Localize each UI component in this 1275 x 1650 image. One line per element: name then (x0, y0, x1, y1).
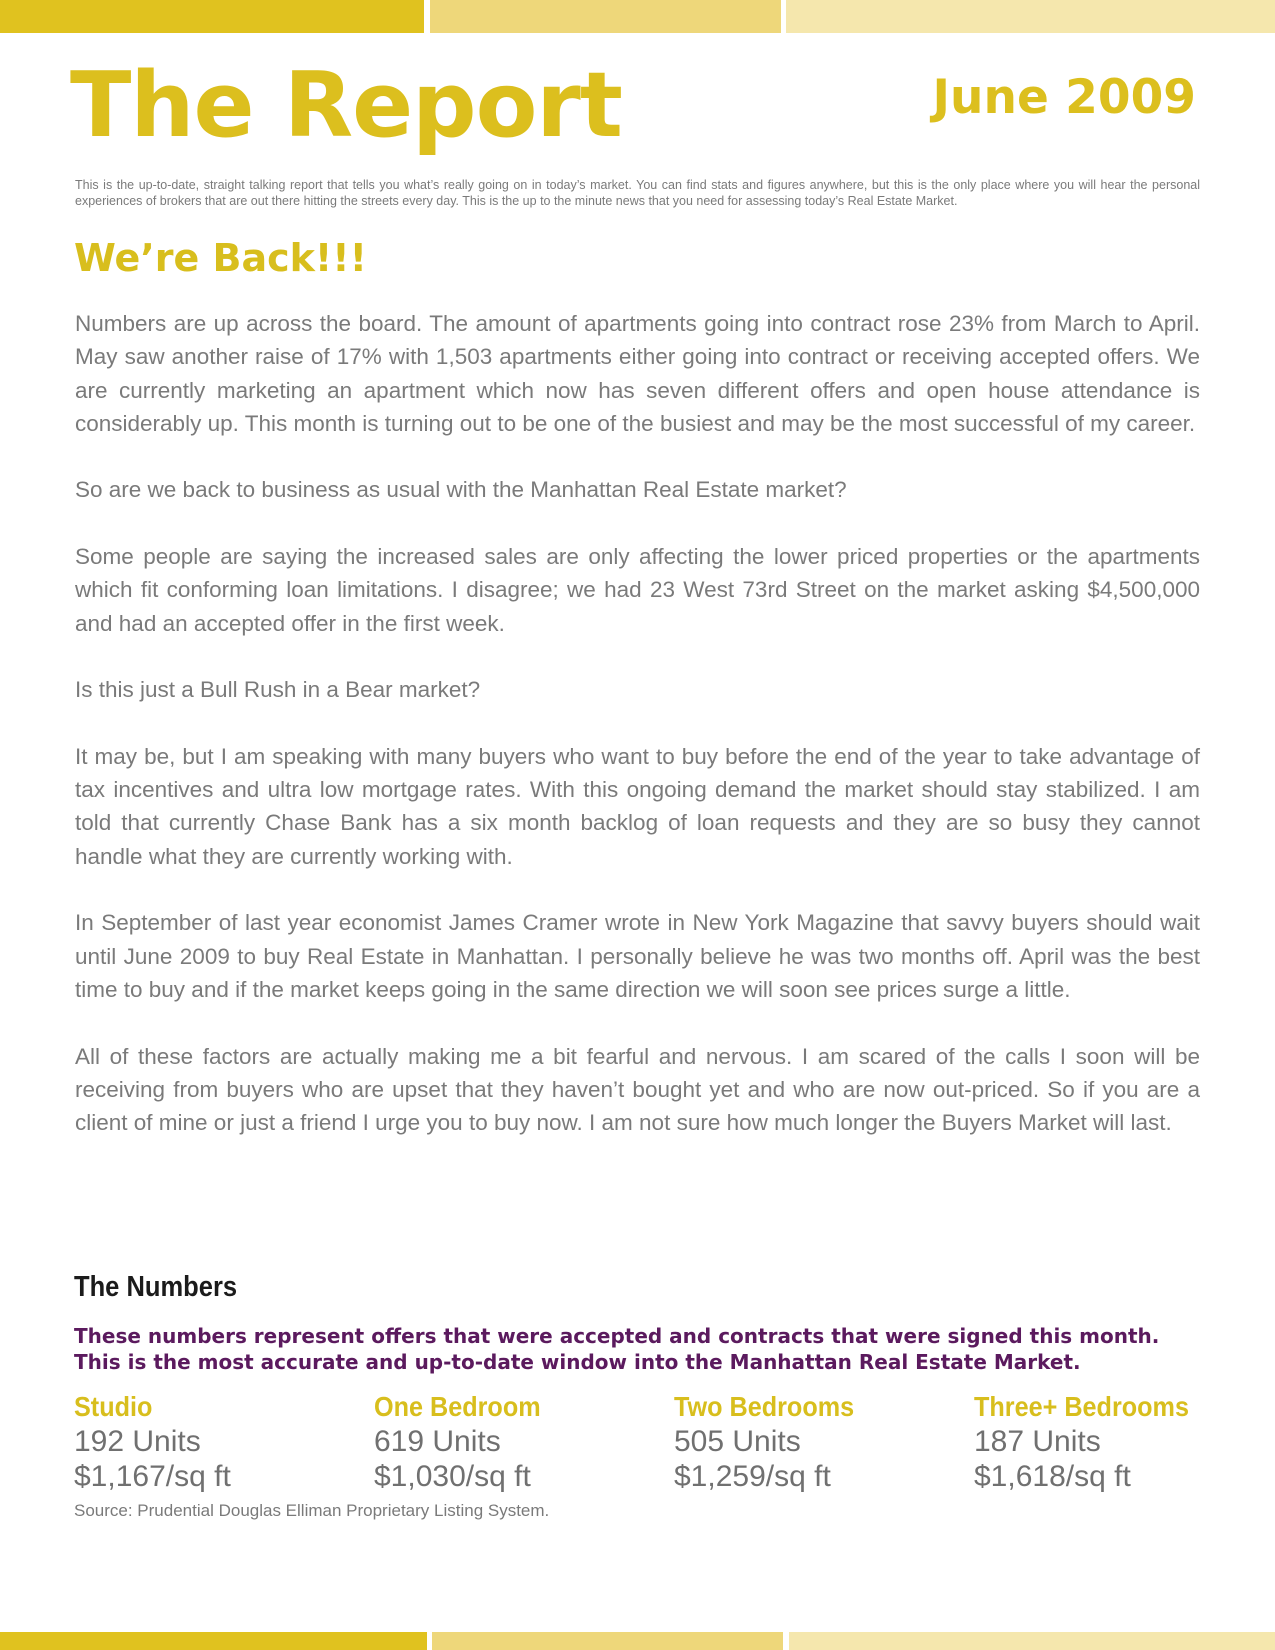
stat-studio (74, 1390, 374, 1494)
article-paragraph: All of these factors are actually making me a bit fearful and nervous. I am scared of the calls I soon will be receiving from buyers who are upset that they haven’t bought yet and who are now out-priced. So if you are a client of mine or just a friend I urge you to buy now. I am not sure how much longer the Buyers Market will last. (75, 1043, 1200, 1136)
stat-price: $1,167/sq ft (74, 1460, 231, 1493)
stat-price: $1,259/sq ft (674, 1460, 831, 1493)
article-paragraph: Is this just a Bull Rush in a Bear market? (75, 677, 481, 703)
report-date: June 2009 (932, 70, 1196, 125)
stat-price: $1,030/sq ft (374, 1460, 531, 1493)
stat-price: $1,618/sq ft (974, 1460, 1131, 1493)
stat-one-bedroom (374, 1390, 674, 1494)
stat-units: 192 Units (74, 1425, 201, 1458)
stat-units: 505 Units (674, 1425, 801, 1458)
stat-three-plus-bedrooms (974, 1390, 1274, 1494)
stat-label: Studio (74, 1391, 153, 1422)
stats-grid (74, 1390, 1204, 1493)
intro-text: This is the up-to-date, straight talking report that tells you what’s really going on in today’s market. You can find stats and figures anywhere, but this is the only place where you will hear the personal experiences of brokers that are out there hitting the streets every day. This is the up to the minute news that you need for assessing today’s Real Estate Market. (75, 178, 1200, 208)
stat-label: Two Bedrooms (674, 1391, 855, 1422)
numbers-heading: The Numbers (74, 1271, 238, 1303)
article-body (75, 307, 1200, 1173)
bottom-color-bar-2 (432, 1632, 783, 1650)
stat-label: One Bedroom (374, 1391, 541, 1422)
bottom-color-bar-3 (789, 1632, 1275, 1650)
numbers-subtitle: These numbers represent offers that were accepted and contracts that were signed this month. This is the most accurate and up-to-date window into the Manhattan Real Estate Market. (74, 1324, 1160, 1374)
article-heading: We’re Back!!! (74, 236, 367, 280)
article-paragraph: It may be, but I am speaking with many buyers who want to buy before the end of the year to take advantage of tax incentives and ultra low mortgage rates. With this ongoing demand the market should stay stabilized. I am told that currently Chase Bank has a six month backlog of loan requests and they are so busy they cannot handle what they are currently working with. (75, 743, 1200, 869)
article-paragraph: Some people are saying the increased sales are only affecting the lower priced properties or the apartments which fit conforming loan limitations. I disagree; we had 23 West 73rd Street on the market asking $4,500,000 and had an accepted offer in the first week. (75, 544, 1200, 636)
article-paragraph: Numbers are up across the board. The amount of apartments going into contract rose 23% from March to April. May saw another raise of 17% with 1,503 apartments either going into contract or receiving accepted offers. We are currently marketing an apartment which now has seven different offers and open house attendance is considerably up. This month is turning out to be one of the busiest and may be the most successful of my career. (75, 311, 1200, 436)
stat-units: 619 Units (374, 1425, 501, 1458)
report-title: The Report (70, 53, 622, 158)
top-color-bar-2 (430, 0, 781, 33)
top-color-bar-1 (0, 0, 424, 33)
article-paragraph: In September of last year economist James Cramer wrote in New York Magazine that savvy buyers should wait until June 2009 to buy Real Estate in Manhattan. I personally believe he was two months off. April was the best time to buy and if the market keeps going in the same direction we will soon see prices surge a little. (75, 910, 1200, 1002)
bottom-color-bar-1 (0, 1632, 427, 1650)
stat-two-bedrooms (674, 1390, 974, 1494)
source-note: Source: Prudential Douglas Elliman Proprietary Listing System. (74, 1501, 550, 1520)
article-paragraph: So are we back to business as usual with the Manhattan Real Estate market? (75, 477, 847, 503)
stat-units: 187 Units (974, 1425, 1101, 1458)
top-color-bar-3 (786, 0, 1275, 33)
stat-label: Three+ Bedrooms (974, 1391, 1189, 1422)
